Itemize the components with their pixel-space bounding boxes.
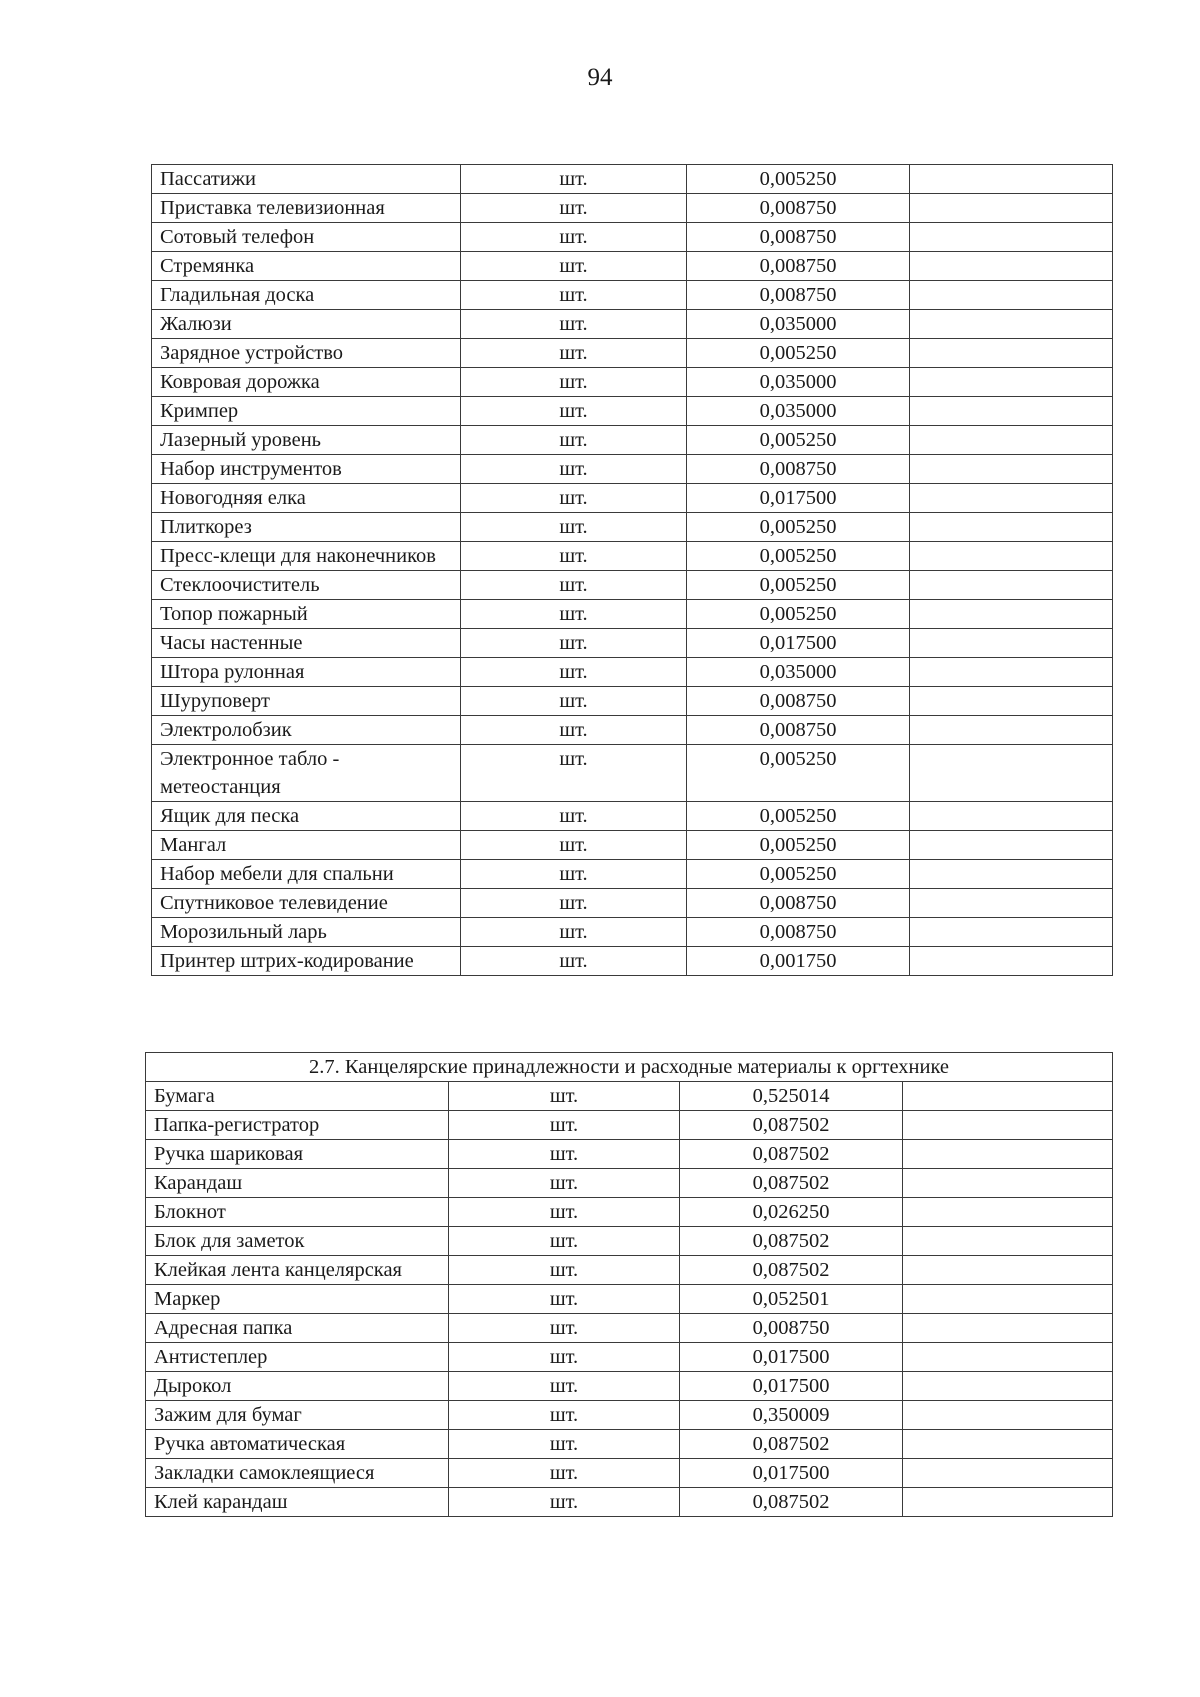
unit-cell: шт. — [449, 1343, 680, 1372]
table-row — [152, 860, 1113, 889]
empty-cell — [910, 281, 1113, 310]
unit-cell: шт. — [461, 165, 687, 194]
unit-cell: шт. — [449, 1430, 680, 1459]
item-name-cell: Топор пожарный — [152, 600, 461, 629]
item-name-cell: Плиткорез — [152, 513, 461, 542]
quantity-cell: 0,035000 — [687, 397, 910, 426]
item-name-cell: Ковровая дорожка — [152, 368, 461, 397]
unit-cell: шт. — [449, 1082, 680, 1111]
empty-cell — [910, 716, 1113, 745]
quantity-cell: 0,001750 — [687, 947, 910, 976]
table-row — [152, 629, 1113, 658]
quantity-cell: 0,035000 — [687, 310, 910, 339]
item-name-cell: Дырокол — [146, 1372, 449, 1401]
unit-cell: шт. — [461, 918, 687, 947]
empty-cell — [903, 1198, 1113, 1227]
item-name-cell: Зарядное устройство — [152, 339, 461, 368]
item-name-cell: Мангал — [152, 831, 461, 860]
empty-cell — [910, 310, 1113, 339]
quantity-cell: 0,017500 — [680, 1459, 903, 1488]
table-row — [152, 918, 1113, 947]
empty-cell — [910, 918, 1113, 947]
quantity-cell: 0,035000 — [687, 368, 910, 397]
table-row — [152, 368, 1113, 397]
unit-cell: шт. — [449, 1372, 680, 1401]
unit-cell: шт. — [461, 831, 687, 860]
empty-cell — [910, 831, 1113, 860]
table-row — [152, 600, 1113, 629]
item-name-cell: Антистеплер — [146, 1343, 449, 1372]
table-row — [146, 1169, 1113, 1198]
item-name-cell: Спутниковое телевидение — [152, 889, 461, 918]
item-name-cell: Ящик для песка — [152, 802, 461, 831]
unit-cell: шт. — [461, 658, 687, 687]
empty-cell — [903, 1430, 1113, 1459]
table-row — [146, 1343, 1113, 1372]
unit-cell: шт. — [461, 687, 687, 716]
unit-cell: шт. — [461, 484, 687, 513]
table-row — [146, 1488, 1113, 1517]
table-row — [152, 889, 1113, 918]
item-name-cell: Принтер штрих-кодирование — [152, 947, 461, 976]
unit-cell: шт. — [461, 397, 687, 426]
section-heading-row — [146, 1053, 1113, 1082]
empty-cell — [910, 658, 1113, 687]
empty-cell — [903, 1227, 1113, 1256]
quantity-cell: 0,017500 — [680, 1343, 903, 1372]
table-row — [146, 1256, 1113, 1285]
unit-cell: шт. — [461, 310, 687, 339]
empty-cell — [910, 252, 1113, 281]
item-name-cell: Папка-регистратор — [146, 1111, 449, 1140]
quantity-cell: 0,087502 — [680, 1111, 903, 1140]
unit-cell: шт. — [449, 1488, 680, 1517]
table-row — [146, 1082, 1113, 1111]
empty-cell — [903, 1372, 1113, 1401]
empty-cell — [910, 484, 1113, 513]
item-name-cell: Блок для заметок — [146, 1227, 449, 1256]
item-name-cell: Набор мебели для спальни — [152, 860, 461, 889]
unit-cell: шт. — [461, 802, 687, 831]
quantity-cell: 0,350009 — [680, 1401, 903, 1430]
quantity-cell: 0,005250 — [687, 802, 910, 831]
quantity-cell: 0,525014 — [680, 1082, 903, 1111]
empty-cell — [910, 223, 1113, 252]
item-name-cell: Ручка шариковая — [146, 1140, 449, 1169]
table-row — [152, 223, 1113, 252]
table-row — [146, 1430, 1113, 1459]
quantity-cell: 0,005250 — [687, 339, 910, 368]
unit-cell: шт. — [461, 745, 687, 802]
quantity-cell: 0,008750 — [687, 281, 910, 310]
item-name-cell: Электронное табло - метеостанция — [152, 745, 461, 802]
item-name-cell: Зажим для бумаг — [146, 1401, 449, 1430]
table-row — [146, 1372, 1113, 1401]
item-name-cell: Стремянка — [152, 252, 461, 281]
table-row — [152, 165, 1113, 194]
empty-cell — [910, 165, 1113, 194]
item-name-cell: Штора рулонная — [152, 658, 461, 687]
empty-cell — [910, 947, 1113, 976]
item-name-cell: Маркер — [146, 1285, 449, 1314]
unit-cell: шт. — [461, 281, 687, 310]
empty-cell — [903, 1256, 1113, 1285]
unit-cell: шт. — [461, 513, 687, 542]
quantity-cell: 0,008750 — [687, 223, 910, 252]
item-name-cell: Пресс-клещи для наконечников — [152, 542, 461, 571]
table-row — [146, 1401, 1113, 1430]
empty-cell — [910, 426, 1113, 455]
unit-cell: шт. — [461, 947, 687, 976]
empty-cell — [903, 1111, 1113, 1140]
item-name-cell: Новогодняя елка — [152, 484, 461, 513]
item-name-cell: Пассатижи — [152, 165, 461, 194]
quantity-cell: 0,017500 — [680, 1372, 903, 1401]
table-row — [152, 542, 1113, 571]
unit-cell: шт. — [449, 1111, 680, 1140]
table-row — [146, 1227, 1113, 1256]
table-row — [152, 426, 1113, 455]
empty-cell — [910, 745, 1113, 802]
table-row — [152, 802, 1113, 831]
table-row — [152, 397, 1113, 426]
item-name-cell: Набор инструментов — [152, 455, 461, 484]
unit-cell: шт. — [449, 1459, 680, 1488]
unit-cell: шт. — [461, 571, 687, 600]
empty-cell — [903, 1285, 1113, 1314]
table-row — [152, 745, 1113, 802]
empty-cell — [910, 629, 1113, 658]
empty-cell — [910, 368, 1113, 397]
table-row — [152, 571, 1113, 600]
quantity-cell: 0,052501 — [680, 1285, 903, 1314]
unit-cell: шт. — [461, 223, 687, 252]
empty-cell — [903, 1169, 1113, 1198]
item-name-cell: Карандаш — [146, 1169, 449, 1198]
empty-cell — [903, 1488, 1113, 1517]
item-name-cell: Клей карандаш — [146, 1488, 449, 1517]
table-row — [146, 1198, 1113, 1227]
table-row — [152, 281, 1113, 310]
quantity-cell: 0,087502 — [680, 1140, 903, 1169]
quantity-cell: 0,087502 — [680, 1227, 903, 1256]
table-row — [146, 1140, 1113, 1169]
empty-cell — [910, 889, 1113, 918]
item-name-cell: Приставка телевизионная — [152, 194, 461, 223]
table-row — [152, 947, 1113, 976]
item-name-cell: Кримпер — [152, 397, 461, 426]
item-name-cell: Закладки самоклеящиеся — [146, 1459, 449, 1488]
quantity-cell: 0,005250 — [687, 426, 910, 455]
quantity-cell: 0,017500 — [687, 629, 910, 658]
empty-cell — [903, 1401, 1113, 1430]
quantity-cell: 0,008750 — [687, 889, 910, 918]
unit-cell: шт. — [461, 542, 687, 571]
quantity-cell: 0,005250 — [687, 165, 910, 194]
table-row — [152, 687, 1113, 716]
empty-cell — [903, 1343, 1113, 1372]
unit-cell: шт. — [461, 252, 687, 281]
item-name-cell: Стеклоочиститель — [152, 571, 461, 600]
empty-cell — [903, 1314, 1113, 1343]
table-row — [146, 1111, 1113, 1140]
unit-cell: шт. — [461, 860, 687, 889]
item-name-cell: Адресная папка — [146, 1314, 449, 1343]
table-row — [152, 252, 1113, 281]
unit-cell: шт. — [449, 1140, 680, 1169]
quantity-cell: 0,005250 — [687, 745, 910, 802]
table-row — [152, 513, 1113, 542]
unit-cell: шт. — [461, 194, 687, 223]
empty-cell — [910, 397, 1113, 426]
empty-cell — [910, 860, 1113, 889]
page-number: 94 — [587, 64, 613, 91]
quantity-cell: 0,005250 — [687, 513, 910, 542]
item-name-cell: Шуруповерт — [152, 687, 461, 716]
unit-cell: шт. — [461, 426, 687, 455]
quantity-cell: 0,026250 — [680, 1198, 903, 1227]
item-name-cell: Клейкая лента канцелярская — [146, 1256, 449, 1285]
items-table-office-supplies — [145, 1052, 1113, 1517]
table-row — [152, 658, 1113, 687]
quantity-cell: 0,017500 — [687, 484, 910, 513]
quantity-cell: 0,005250 — [687, 600, 910, 629]
table-row — [152, 339, 1113, 368]
table-row — [152, 831, 1113, 860]
unit-cell: шт. — [461, 889, 687, 918]
items-table-household — [151, 164, 1113, 976]
unit-cell: шт. — [449, 1285, 680, 1314]
table-row — [146, 1314, 1113, 1343]
empty-cell — [910, 455, 1113, 484]
quantity-cell: 0,005250 — [687, 542, 910, 571]
item-name-cell: Блокнот — [146, 1198, 449, 1227]
item-name-cell: Жалюзи — [152, 310, 461, 339]
unit-cell: шт. — [461, 455, 687, 484]
empty-cell — [910, 600, 1113, 629]
empty-cell — [910, 571, 1113, 600]
unit-cell: шт. — [449, 1169, 680, 1198]
empty-cell — [910, 339, 1113, 368]
empty-cell — [910, 687, 1113, 716]
empty-cell — [910, 194, 1113, 223]
quantity-cell: 0,087502 — [680, 1488, 903, 1517]
quantity-cell: 0,008750 — [687, 455, 910, 484]
item-name-cell: Часы настенные — [152, 629, 461, 658]
unit-cell: шт. — [449, 1401, 680, 1430]
table-row — [146, 1459, 1113, 1488]
empty-cell — [910, 513, 1113, 542]
table-row — [146, 1285, 1113, 1314]
quantity-cell: 0,087502 — [680, 1256, 903, 1285]
quantity-cell: 0,008750 — [687, 687, 910, 716]
empty-cell — [903, 1082, 1113, 1111]
unit-cell: шт. — [461, 716, 687, 745]
table-row — [152, 194, 1113, 223]
unit-cell: шт. — [449, 1256, 680, 1285]
item-name-cell: Сотовый телефон — [152, 223, 461, 252]
quantity-cell: 0,005250 — [687, 831, 910, 860]
quantity-cell: 0,087502 — [680, 1169, 903, 1198]
item-name-cell: Ручка автоматическая — [146, 1430, 449, 1459]
quantity-cell: 0,008750 — [687, 252, 910, 281]
unit-cell: шт. — [461, 629, 687, 658]
quantity-cell: 0,005250 — [687, 571, 910, 600]
unit-cell: шт. — [449, 1314, 680, 1343]
empty-cell — [903, 1140, 1113, 1169]
quantity-cell: 0,008750 — [680, 1314, 903, 1343]
quantity-cell: 0,035000 — [687, 658, 910, 687]
empty-cell — [910, 802, 1113, 831]
item-name-cell: Электролобзик — [152, 716, 461, 745]
item-name-cell: Морозильный ларь — [152, 918, 461, 947]
table-row — [152, 455, 1113, 484]
quantity-cell: 0,008750 — [687, 716, 910, 745]
unit-cell: шт. — [449, 1227, 680, 1256]
quantity-cell: 0,087502 — [680, 1430, 903, 1459]
empty-cell — [903, 1459, 1113, 1488]
quantity-cell: 0,008750 — [687, 918, 910, 947]
unit-cell: шт. — [449, 1198, 680, 1227]
item-name-cell: Лазерный уровень — [152, 426, 461, 455]
unit-cell: шт. — [461, 368, 687, 397]
table-row — [152, 484, 1113, 513]
quantity-cell: 0,008750 — [687, 194, 910, 223]
table-row — [152, 716, 1113, 745]
item-name-cell: Гладильная доска — [152, 281, 461, 310]
item-name-cell: Бумага — [146, 1082, 449, 1111]
unit-cell: шт. — [461, 600, 687, 629]
empty-cell — [910, 542, 1113, 571]
table-row — [152, 310, 1113, 339]
section-heading: 2.7. Канцелярские принадлежности и расходные материалы к оргтехнике — [146, 1053, 1113, 1082]
quantity-cell: 0,005250 — [687, 860, 910, 889]
unit-cell: шт. — [461, 339, 687, 368]
